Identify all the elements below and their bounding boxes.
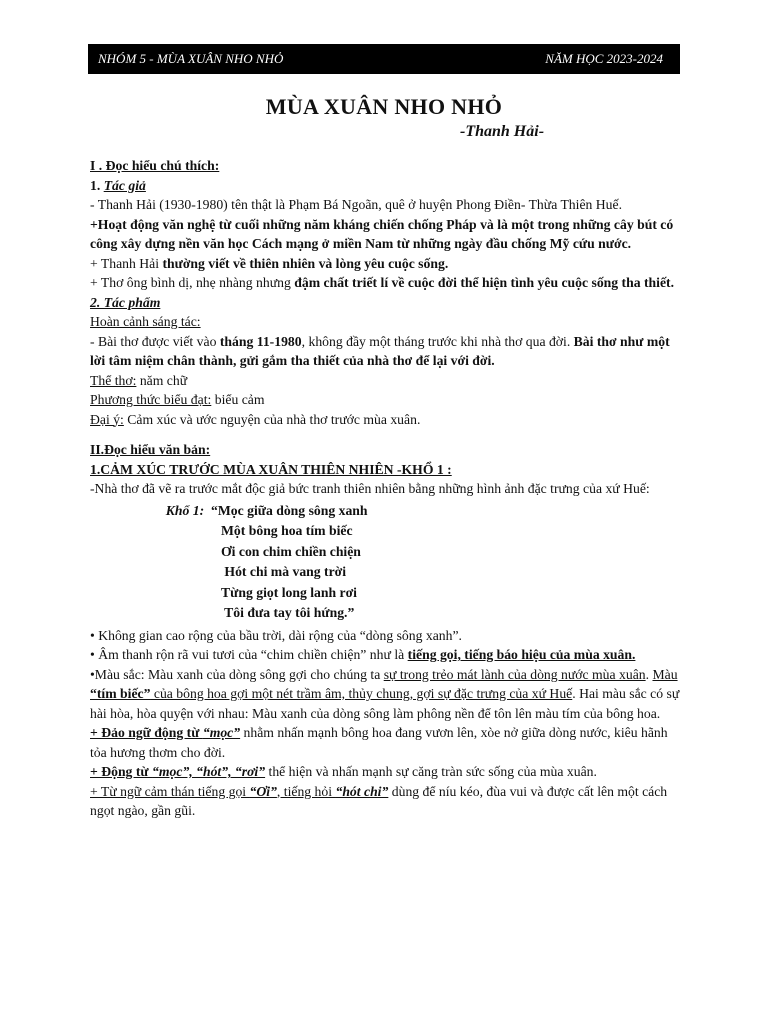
poem-line [90,542,680,563]
author-name: -Thanh Hải- [460,123,545,140]
expression-mode-label: Phương thức biểu đạt: [90,392,212,407]
text-run-bold: thường viết về thiên nhiên và lòng yêu cuộc sống. [162,255,449,271]
text-run-bold-underline [90,764,265,779]
text-run-underline: + Từ ngữ cảm thán tiếng gọi [90,783,250,799]
poem-line [90,501,680,522]
author-activity-line: +Hoạt động văn nghệ từ cuối những năm kháng chiến chống Pháp và là một trong những cây bút có công xây dựng nền văn học Cách mạng ở miền Nam từ những ngày đầu chống Mỹ cứu nước. [90,216,674,251]
text-run-bold: “tím biếc” [90,686,151,701]
author-style-line [90,273,680,293]
poem-line-text: “Mọc giữa dòng sông xanh [211,502,368,518]
poem-line [90,521,680,542]
poem-line-text: Tôi đưa tay tôi hứng.” [221,605,355,620]
poem-line [90,562,680,583]
header-bar [88,44,680,74]
poem-stanza [90,501,680,624]
stanza-intro: -Nhà thơ đã vẽ ra trước mắt độc giả bức tranh thiên nhiên bằng những hình ảnh đặc trưng của xứ Huế: [90,481,650,496]
text-run: + Thơ ông bình dị, nhẹ nhàng nhưng [90,275,295,290]
poem-line [90,583,680,604]
expression-mode-value: biểu cảm [211,392,265,407]
context-label: Hoàn cảnh sáng tác: [90,314,201,329]
verse-form-line [90,371,680,391]
author-theme-line [90,254,680,274]
author-subheading-label: Tác giả [103,177,146,193]
poem-line-text: Một bông hoa tím biếc [221,523,353,538]
analysis-verbs [90,762,680,782]
text-run-underline: sự trong trẻo mát lành của dòng nước mùa xuân [383,666,646,682]
text-run-bold: đậm chất triết lí về cuộc đời thể hiện tình yêu cuộc sống tha thiết. [294,275,675,290]
author-bio-line: - Thanh Hải (1930-1980) tên thật là Phạm Bá Ngoãn, quê ở huyện Phong Điền- Thừa Thiên Huế. [90,197,623,212]
analysis-bullet-sound [90,645,680,665]
text-run-bold: tháng 11-1980 [219,333,302,349]
work-subheading: 2. Tác phẩm [90,294,161,310]
text-run: dùng để níu kéo, đùa vui và được cất lên một cách ngọt ngào, gần gũi. [90,783,668,818]
text-run: . Hai màu sắc có sự hài hòa, hòa quyện với nhau: Màu xanh của dòng sông làm phông nền để tôn lên màu tím của bông hoa. [90,686,680,721]
poem-stanza-label [90,501,211,522]
expression-mode-line [90,390,680,410]
text-run: • Âm thanh rộn rã vui tươi của “chim chiền chiện” như là [90,647,408,662]
verse-form-label: Thể thơ: [90,372,137,388]
text-run: . [645,666,653,682]
analysis-bullet-space: • Không gian cao rộng của bầu trời, dài rộng của “dòng sông xanh”. [90,627,462,643]
poem-line [90,603,680,624]
author-subheading [90,176,680,196]
poem-line-text: Ơi con chim chiền chiện [221,543,361,559]
text-run-bold-underline: tiếng gọi, tiếng báo hiệu của mùa xuân. [407,647,636,662]
text-run: + Thanh Hải [90,255,163,271]
analysis-exclamation [90,782,680,821]
main-idea-line [90,410,680,430]
text-run: , không đầy một tháng trước khi nhà thơ qua đời. [301,333,574,349]
page-title: MÙA XUÂN NHO NHỎ [265,94,503,119]
main-idea-label: Đại ý: [90,411,124,427]
section-2-heading: II.Đọc hiểu văn bản: [90,442,211,457]
text-run: + Đảo ngữ động từ [90,725,203,740]
header-school-year: NĂM HỌC 2023-2024 [545,51,663,66]
analysis-inversion [90,723,680,762]
stanza-label-text: Khổ 1: [165,502,205,518]
context-line [90,332,680,371]
analysis-bullet-color [90,665,680,724]
text-run: •Màu sắc: Màu xanh của dòng sông gợi cho chúng ta [90,666,384,682]
text-run: thể hiện và nhấn mạnh sự căng tràn sức sống của mùa xuân. [265,764,597,779]
text-run-italic: “mọc” [202,725,241,740]
text-run: - Bài thơ được viết vào [90,333,220,349]
text-run: của bông hoa gợi một nét trầm âm, thủy chung, gợi sự đặc trưng của xứ Huế [150,686,573,701]
poem-line-text: Từng giọt long lanh rơi [221,584,357,600]
text-run-italic: “mọc”, “hót”, “rơi” [152,764,266,779]
text-run-bold-italic: “hót chi” [335,783,389,799]
document-body [90,156,680,821]
text-run-underline: , tiếng hỏi [276,783,336,799]
main-idea-value: Cảm xúc và ước nguyện của nhà thơ trước mùa xuân. [123,411,421,427]
text-run: nhằm nhấn mạnh bông hoa đang vươn lên, xòe nở giữa dòng nước, kiêu hãnh tỏa hương thơm cho đời. [90,725,668,760]
text-run-bold-underline [90,725,240,740]
section-1-heading: I . Đọc hiểu chú thích: [90,158,220,173]
text-run-bold-italic: “Ơi” [249,783,277,799]
header-group-name: NHÓM 5 - MÙA XUÂN NHO NHỎ [98,51,284,66]
stanza-1-heading: 1.CẢM XÚC TRƯỚC MÙA XUÂN THIÊN NHIÊN -KHỔ 1 : [90,461,452,477]
poem-line-text: Hót chi mà vang trời [221,564,347,579]
section-gap [90,429,680,440]
text-run: + Động từ [90,764,153,779]
verse-form-value: năm chữ [136,372,188,388]
text-run-bold: Bài thơ như một lời tâm niệm chân thành, gửi gắm tha thiết của nhà thơ để lại với đời. [90,333,670,368]
subheading-number: 1. [90,177,104,193]
text-run: Màu [652,666,678,682]
